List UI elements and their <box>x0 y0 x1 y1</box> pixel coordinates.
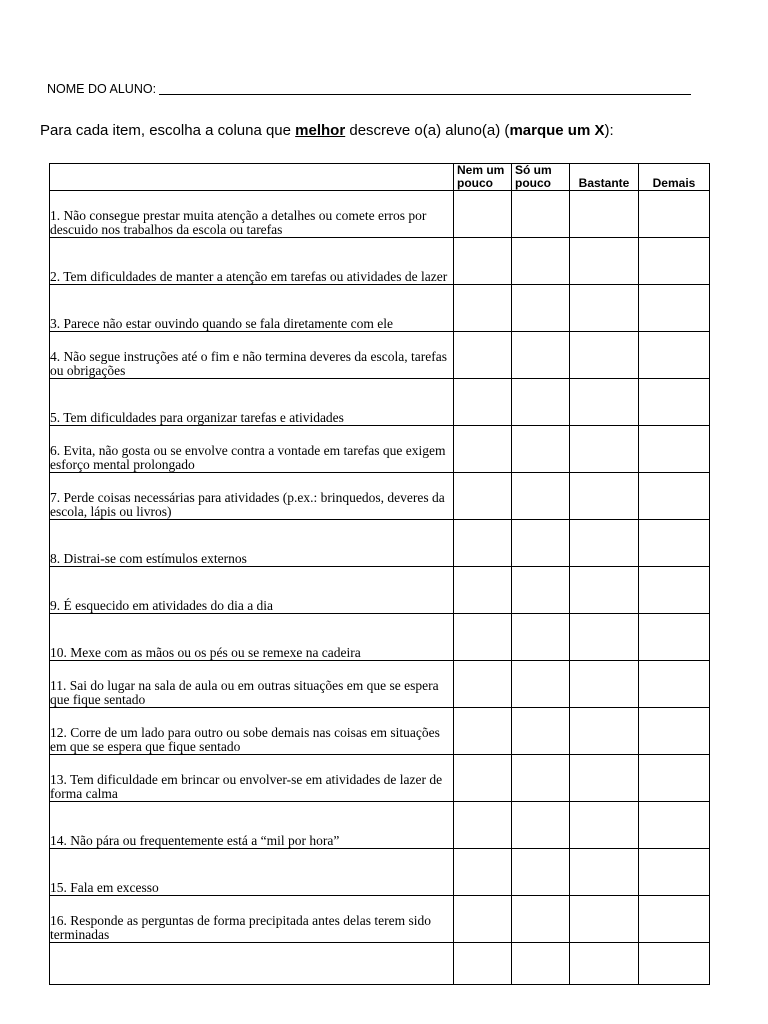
mark-cell-demais[interactable] <box>639 426 710 473</box>
mark-cell-nem-um-pouco[interactable] <box>454 238 512 285</box>
mark-cell-demais[interactable] <box>639 473 710 520</box>
mark-cell-bastante[interactable] <box>570 191 639 238</box>
table-row <box>50 426 710 473</box>
mark-cell-demais[interactable] <box>639 896 710 943</box>
mark-cell-bastante[interactable] <box>570 614 639 661</box>
mark-cell-so-um-pouco[interactable] <box>512 285 570 332</box>
student-name-line <box>47 82 697 96</box>
mark-cell-nem-um-pouco[interactable] <box>454 896 512 943</box>
mark-cell-demais[interactable] <box>639 379 710 426</box>
mark-cell-bastante[interactable] <box>570 708 639 755</box>
mark-cell-demais[interactable] <box>639 802 710 849</box>
mark-cell-nem-um-pouco[interactable] <box>454 755 512 802</box>
mark-cell-bastante[interactable] <box>570 849 639 896</box>
header-so-um-pouco: Só um pouco <box>512 164 570 191</box>
mark-cell-nem-um-pouco[interactable] <box>454 520 512 567</box>
instruction-emphasis: melhor <box>295 122 346 139</box>
mark-cell-nem-um-pouco[interactable] <box>454 802 512 849</box>
mark-cell-demais[interactable] <box>639 943 710 985</box>
mark-cell-so-um-pouco[interactable] <box>512 755 570 802</box>
mark-cell-demais[interactable] <box>639 238 710 285</box>
mark-cell-so-um-pouco[interactable] <box>512 520 570 567</box>
mark-cell-demais[interactable] <box>639 520 710 567</box>
mark-cell-demais[interactable] <box>639 661 710 708</box>
instruction-middle: descreve o(a) aluno(a) ( <box>345 122 510 139</box>
mark-cell-so-um-pouco[interactable] <box>512 896 570 943</box>
mark-cell-so-um-pouco[interactable] <box>512 943 570 985</box>
mark-cell-nem-um-pouco[interactable] <box>454 379 512 426</box>
header-bastante: Bastante <box>570 164 639 191</box>
rating-table <box>49 163 710 985</box>
mark-cell-bastante[interactable] <box>570 332 639 379</box>
mark-cell-so-um-pouco[interactable] <box>512 567 570 614</box>
mark-cell-so-um-pouco[interactable] <box>512 614 570 661</box>
mark-cell-bastante[interactable] <box>570 567 639 614</box>
table-row <box>50 802 710 849</box>
instruction-suffix: ): <box>604 122 614 139</box>
item-text: 12. Corre de um lado para outro ou sobe demais nas coisas em situações em que se espera que fique sentado <box>50 708 454 755</box>
mark-cell-bastante[interactable] <box>570 473 639 520</box>
item-text: 7. Perde coisas necessárias para atividades (p.ex.: brinquedos, deveres da escola, lápis ou livros) <box>50 473 454 520</box>
student-name-field[interactable] <box>159 82 691 95</box>
table-row <box>50 332 710 379</box>
table-header-row <box>50 164 710 191</box>
mark-cell-nem-um-pouco[interactable] <box>454 473 512 520</box>
mark-cell-bastante[interactable] <box>570 520 639 567</box>
mark-cell-bastante[interactable] <box>570 426 639 473</box>
mark-cell-so-um-pouco[interactable] <box>512 849 570 896</box>
mark-cell-bastante[interactable] <box>570 285 639 332</box>
table-row <box>50 520 710 567</box>
table-row <box>50 238 710 285</box>
mark-cell-demais[interactable] <box>639 285 710 332</box>
mark-cell-bastante[interactable] <box>570 238 639 285</box>
header-demais: Demais <box>639 164 710 191</box>
mark-cell-nem-um-pouco[interactable] <box>454 943 512 985</box>
item-text: 9. É esquecido em atividades do dia a dia <box>50 567 454 614</box>
mark-cell-so-um-pouco[interactable] <box>512 379 570 426</box>
mark-cell-bastante[interactable] <box>570 755 639 802</box>
item-text: 2. Tem dificuldades de manter a atenção em tarefas ou atividades de lazer <box>50 238 454 285</box>
mark-cell-demais[interactable] <box>639 332 710 379</box>
item-text: 8. Distrai-se com estímulos externos <box>50 520 454 567</box>
mark-cell-demais[interactable] <box>639 708 710 755</box>
mark-cell-demais[interactable] <box>639 755 710 802</box>
student-name-label: NOME DO ALUNO: <box>47 82 157 96</box>
mark-cell-demais[interactable] <box>639 614 710 661</box>
item-text: 10. Mexe com as mãos ou os pés ou se remexe na cadeira <box>50 614 454 661</box>
table-row <box>50 614 710 661</box>
item-text: 11. Sai do lugar na sala de aula ou em outras situações em que se espera que fique sentado <box>50 661 454 708</box>
mark-cell-nem-um-pouco[interactable] <box>454 849 512 896</box>
mark-cell-so-um-pouco[interactable] <box>512 708 570 755</box>
mark-cell-nem-um-pouco[interactable] <box>454 332 512 379</box>
item-text: 3. Parece não estar ouvindo quando se fala diretamente com ele <box>50 285 454 332</box>
instruction-text <box>40 122 740 139</box>
header-nem-um-pouco: Nem um pouco <box>454 164 512 191</box>
mark-cell-demais[interactable] <box>639 849 710 896</box>
mark-cell-nem-um-pouco[interactable] <box>454 426 512 473</box>
mark-cell-demais[interactable] <box>639 191 710 238</box>
item-text: 16. Responde as perguntas de forma precipitada antes delas terem sido terminadas <box>50 896 454 943</box>
mark-cell-demais[interactable] <box>639 567 710 614</box>
item-text: 6. Evita, não gosta ou se envolve contra a vontade em tarefas que exigem esforço mental prolongado <box>50 426 454 473</box>
item-text <box>50 943 454 985</box>
table-row <box>50 379 710 426</box>
mark-cell-bastante[interactable] <box>570 802 639 849</box>
mark-cell-so-um-pouco[interactable] <box>512 191 570 238</box>
table-row <box>50 661 710 708</box>
mark-cell-so-um-pouco[interactable] <box>512 332 570 379</box>
mark-cell-so-um-pouco[interactable] <box>512 473 570 520</box>
mark-cell-nem-um-pouco[interactable] <box>454 661 512 708</box>
mark-cell-nem-um-pouco[interactable] <box>454 567 512 614</box>
item-text: 14. Não pára ou frequentemente está a “mil por hora” <box>50 802 454 849</box>
item-text: 4. Não segue instruções até o fim e não termina deveres da escola, tarefas ou obrigações <box>50 332 454 379</box>
table-row <box>50 896 710 943</box>
mark-cell-nem-um-pouco[interactable] <box>454 285 512 332</box>
mark-cell-bastante[interactable] <box>570 379 639 426</box>
mark-cell-nem-um-pouco[interactable] <box>454 191 512 238</box>
mark-cell-so-um-pouco[interactable] <box>512 426 570 473</box>
mark-cell-nem-um-pouco[interactable] <box>454 614 512 661</box>
mark-cell-so-um-pouco[interactable] <box>512 802 570 849</box>
item-text: 5. Tem dificuldades para organizar tarefas e atividades <box>50 379 454 426</box>
instruction-bold: marque um X <box>509 122 605 139</box>
table-row <box>50 943 710 985</box>
table-row <box>50 567 710 614</box>
table-row <box>50 849 710 896</box>
mark-cell-bastante[interactable] <box>570 661 639 708</box>
mark-cell-bastante[interactable] <box>570 896 639 943</box>
item-text: 13. Tem dificuldade em brincar ou envolver-se em atividades de lazer de forma calma <box>50 755 454 802</box>
item-text: 1. Não consegue prestar muita atenção a detalhes ou comete erros por descuido nos trabalhos da escola ou tarefas <box>50 191 454 238</box>
mark-cell-nem-um-pouco[interactable] <box>454 708 512 755</box>
header-item <box>50 164 454 191</box>
mark-cell-so-um-pouco[interactable] <box>512 238 570 285</box>
table-row <box>50 755 710 802</box>
instruction-prefix: Para cada item, escolha a coluna que <box>40 122 296 139</box>
table-row <box>50 708 710 755</box>
table-row <box>50 285 710 332</box>
table-row <box>50 473 710 520</box>
table-row <box>50 191 710 238</box>
item-text: 15. Fala em excesso <box>50 849 454 896</box>
mark-cell-bastante[interactable] <box>570 943 639 985</box>
mark-cell-so-um-pouco[interactable] <box>512 661 570 708</box>
